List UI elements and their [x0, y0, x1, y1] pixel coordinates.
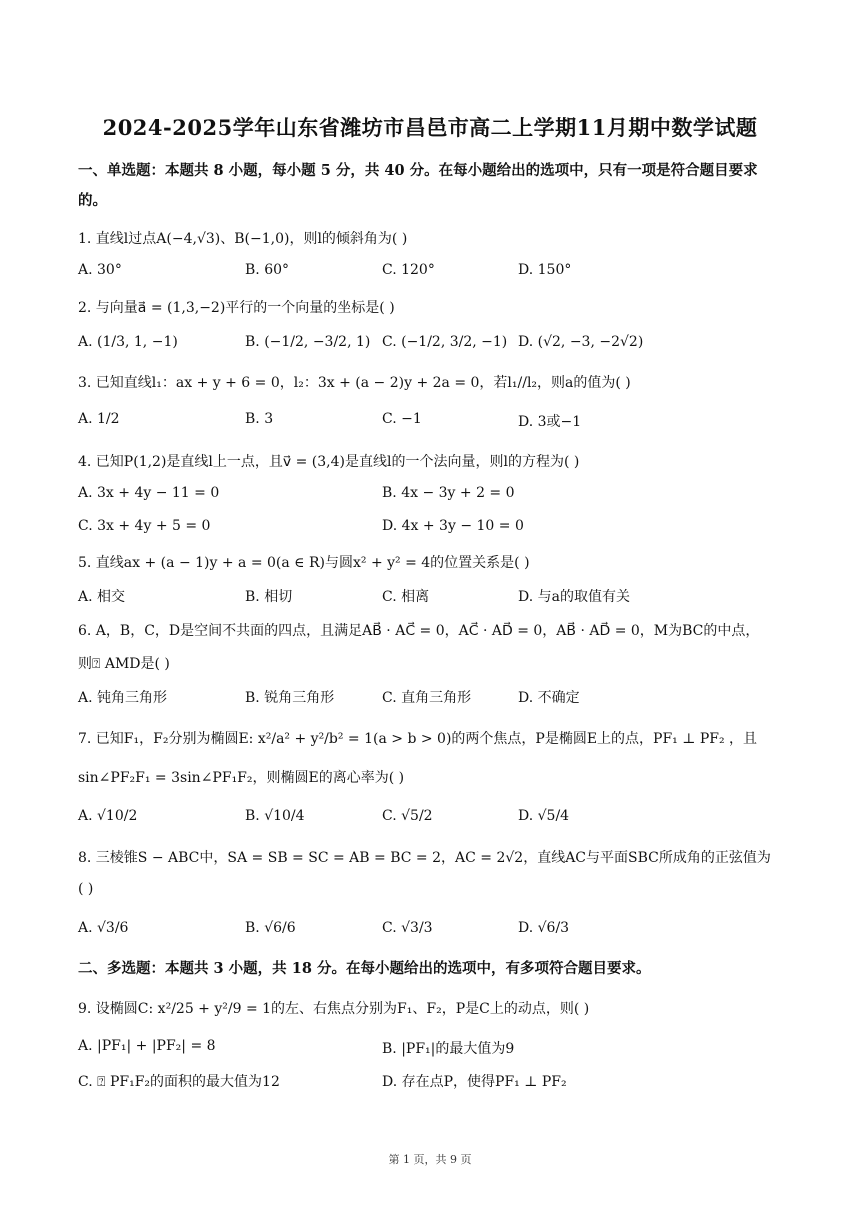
q1-option-a: A. 30°	[78, 262, 122, 278]
q7-stem-cont: sin∠PF₂F₁ = 3sin∠PF₁F₂，则椭圆E的离心率为( )	[78, 770, 405, 786]
q3-option-b: B. 3	[245, 411, 274, 427]
q8-stem-cont: ( )	[78, 881, 94, 897]
section-1-line2: 的。	[78, 192, 107, 209]
q4-option-a: A. 3x + 4y − 11 = 0	[78, 485, 220, 501]
q2-option-a: A. (1/3, 1, −1)	[78, 334, 178, 350]
q8-option-b: B. √6/6	[245, 920, 296, 936]
q4-stem: 4. 已知P(1,2)是直线l上一点，且v⃗ = (3,4)是直线l的一个法向量，则l的方程为( )	[78, 454, 580, 470]
q2-option-d: D. (√2, −3, −2√2)	[518, 334, 644, 350]
q8-stem: 8. 三棱锥S − ABC中，SA = SB = SC = AB = BC = 2，AC = 2√2，直线AC与平面SBC所成角的正弦值为	[78, 850, 771, 866]
q4-option-c: C. 3x + 4y + 5 = 0	[78, 518, 211, 534]
q3-stem: 3. 已知直线l₁：ax + y + 6 = 0，l₂：3x + (a − 2)y + 2a = 0，若l₁//l₂，则a的值为( )	[78, 375, 631, 391]
q5-option-b: B. 相切	[245, 589, 293, 605]
q9-option-d: D. 存在点P，使得PF₁ ⊥ PF₂	[382, 1074, 567, 1090]
q3-option-c: C. −1	[382, 411, 422, 427]
q3-option-d: D. 3或−1	[518, 414, 582, 430]
q6-stem-cont: 则⍰ AMD是( )	[78, 656, 170, 672]
section-1-line1: 一、单选题：本题共 8 小题，每小题 5 分，共 40 分。在每小题给出的选项中，只有一项是符合题目要求	[78, 162, 758, 179]
q2-option-b: B. (−1/2, −3/2, 1)	[245, 334, 371, 350]
q8-option-d: D. √6/3	[518, 920, 570, 936]
q3-option-a: A. 1/2	[78, 411, 120, 427]
q2-stem: 2. 与向量a⃗ = (1,3,−2)平行的一个向量的坐标是( )	[78, 300, 395, 316]
q4-option-d: D. 4x + 3y − 10 = 0	[382, 518, 524, 534]
page-footer: 第 1 页，共 9 页	[388, 1153, 472, 1166]
q6-stem: 6. A，B，C，D是空间不共面的四点，且满足AB⃗ · AC⃗ = 0，AC⃗ · AD⃗ = 0，AB⃗ · AD⃗ = 0，M为BC的中点，	[78, 623, 760, 639]
q8-option-a: A. √3/6	[78, 920, 129, 936]
section-1-heading	[78, 156, 790, 216]
q9-stem: 9. 设椭圆C: x²/25 + y²/9 = 1的左、右焦点分别为F₁、F₂，P是C上的动点，则( )	[78, 1001, 590, 1017]
q5-stem: 5. 直线ax + (a − 1)y + a = 0(a ∈ R)与圆x² + y² = 4的位置关系是( )	[78, 555, 530, 571]
section-2-heading: 二、多选题：本题共 3 小题，共 18 分。在每小题给出的选项中，有多项符合题目要求。	[78, 960, 651, 977]
q9-option-a: A. |PF₁| + |PF₂| = 8	[78, 1038, 216, 1054]
q4-option-b: B. 4x − 3y + 2 = 0	[382, 485, 515, 501]
q1-option-d: D. 150°	[518, 262, 572, 278]
q9-option-c: C. ⍰ PF₁F₂的面积的最大值为12	[78, 1074, 280, 1090]
q6-option-d: D. 不确定	[518, 690, 580, 706]
q7-option-b: B. √10/4	[245, 808, 305, 824]
q1-option-c: C. 120°	[382, 262, 435, 278]
page-title: 2024-2025学年山东省潍坊市昌邑市高二上学期11月期中数学试题	[102, 115, 758, 140]
q7-stem: 7. 已知F₁，F₂分别为椭圆E: x²/a² + y²/b² = 1(a > b > 0)的两个焦点，P是椭圆E上的点，PF₁ ⊥ PF₂ ，且	[78, 731, 758, 747]
q1-option-b: B. 60°	[245, 262, 290, 278]
q6-option-c: C. 直角三角形	[382, 690, 472, 706]
q7-option-d: D. √5/4	[518, 808, 570, 824]
q5-option-d: D. 与a的取值有关	[518, 589, 630, 605]
q5-option-a: A. 相交	[78, 589, 126, 605]
q6-option-b: B. 锐角三角形	[245, 690, 335, 706]
q9-option-b: B. |PF₁|的最大值为9	[382, 1041, 515, 1057]
q5-option-c: C. 相离	[382, 589, 430, 605]
q8-option-c: C. √3/3	[382, 920, 433, 936]
q7-option-a: A. √10/2	[78, 808, 138, 824]
q2-option-c: C. (−1/2, 3/2, −1)	[382, 334, 508, 350]
q7-option-c: C. √5/2	[382, 808, 433, 824]
q1-stem: 1. 直线l过点A(−4,√3)、B(−1,0)，则l的倾斜角为( )	[78, 231, 408, 247]
q6-option-a: A. 钝角三角形	[78, 690, 168, 706]
